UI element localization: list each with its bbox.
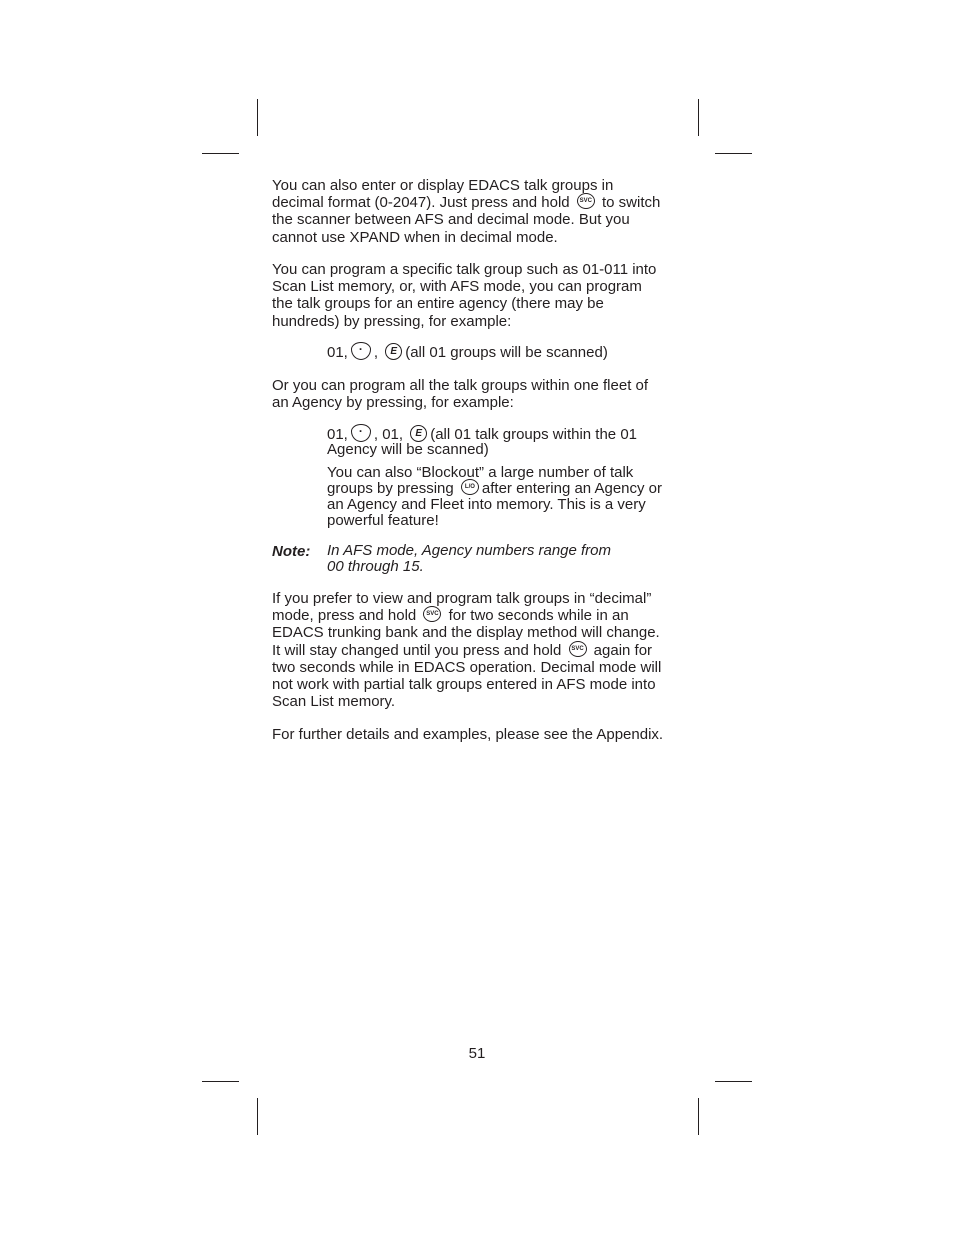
crop-mark (715, 153, 752, 154)
text-segment: to switch (597, 194, 661, 212)
text-line (272, 676, 661, 693)
period-key-icon: · (351, 424, 371, 442)
text-segment: You can program a specific talk group such as 01-011 into (272, 261, 657, 278)
text-line (327, 465, 662, 481)
crop-mark (257, 1098, 258, 1135)
text-segment: an Agency and Fleet into memory. This is a very (327, 496, 646, 513)
text-segment: the scanner between AFS and decimal mode. But you (272, 211, 630, 229)
text-line (272, 607, 661, 624)
lockout-key-icon: L/O (461, 479, 479, 495)
text-line (327, 426, 637, 442)
text-segment: , 01, (373, 425, 408, 443)
text-segment: two seconds while in EDACS operation. Decimal mode will (272, 658, 662, 676)
text-segment: again for (589, 641, 653, 659)
text-segment: for two seconds while in an (444, 607, 629, 625)
text-line (327, 442, 637, 458)
paragraph-decimal-mode (272, 590, 661, 710)
text-line (272, 278, 656, 295)
crop-mark (202, 1081, 239, 1082)
text-segment: It will stay changed until you press and hold (272, 641, 566, 659)
svc-key-icon: SVC (577, 193, 595, 209)
text-line (272, 693, 661, 710)
text-segment: Scan List memory. (272, 693, 396, 711)
text-line (272, 642, 661, 659)
text-line (272, 229, 660, 246)
crop-mark (715, 1081, 752, 1082)
text-segment: Scan List memory, or, with AFS mode, you can program (272, 278, 642, 296)
text-segment: If you prefer to view and program talk groups in “decimal” (272, 590, 652, 607)
text-segment: (all 01 groups will be scanned) (405, 344, 608, 361)
text-line (327, 543, 611, 559)
paragraph-program-talk-group (272, 261, 656, 330)
example-agency (327, 344, 608, 361)
text-segment: You can also enter or display EDACS talk groups in (272, 177, 614, 194)
paragraph-decimal-format (272, 177, 660, 246)
text-line (327, 481, 662, 497)
text-segment: Agency will be scanned) (327, 441, 489, 458)
text-segment: hundreds) by pressing, for example: (272, 312, 512, 330)
text-line (272, 211, 660, 228)
text-segment: In AFS mode, Agency numbers range from (327, 542, 612, 559)
svc-key-icon: SVC (423, 606, 441, 622)
text-line (272, 394, 648, 411)
text-segment: after entering an Agency or (481, 480, 663, 497)
text-segment: powerful feature! (327, 512, 439, 529)
e-key-icon: E (410, 425, 427, 442)
text-segment: EDACS trunking bank and the display method will change. (272, 624, 660, 642)
text-segment: (all 01 talk groups within the 01 (430, 425, 638, 443)
note-label: Note: (272, 543, 311, 560)
text-line (272, 194, 660, 211)
crop-mark (202, 153, 239, 154)
text-segment: Or you can program all the talk groups within one fleet of (272, 377, 649, 394)
paragraph-appendix (272, 726, 663, 743)
text-line (327, 513, 662, 529)
paragraph-blockout (327, 465, 662, 529)
example-fleet (327, 426, 637, 458)
text-line (272, 177, 660, 194)
text-line (272, 295, 656, 312)
text-segment: 00 through 15. (327, 557, 424, 575)
text-line (327, 344, 608, 361)
text-segment: cannot use XPAND when in decimal mode. (272, 228, 558, 246)
page-number: 51 (468, 1045, 486, 1062)
text-segment: decimal format (0-2047). Just press and hold (272, 194, 574, 212)
text-line (272, 726, 663, 743)
text-line (272, 624, 661, 641)
text-line (327, 559, 611, 575)
e-key-icon: E (385, 343, 402, 360)
text-segment: 01, (327, 344, 348, 361)
period-key-icon: · (351, 342, 371, 360)
text-line (272, 659, 661, 676)
text-line (272, 590, 661, 607)
note-text (327, 543, 611, 574)
crop-mark (698, 1098, 699, 1135)
text-segment: For further details and examples, please see the Appendix. (272, 726, 664, 743)
text-segment: , (373, 344, 383, 361)
text-segment: groups by pressing (327, 480, 458, 497)
paragraph-fleet (272, 377, 648, 411)
text-segment: You can also “Blockout” a large number of talk (327, 464, 634, 481)
text-segment: an Agency by pressing, for example: (272, 394, 514, 412)
text-line (327, 497, 662, 513)
svc-key-icon: SVC (569, 641, 587, 657)
crop-mark (257, 99, 258, 136)
text-segment: mode, press and hold (272, 607, 421, 625)
text-line (272, 313, 656, 330)
text-line (272, 377, 648, 394)
text-segment: 01, (327, 425, 348, 443)
text-line (272, 261, 656, 278)
text-segment: not work with partial talk groups entered in AFS mode into (272, 675, 656, 693)
text-segment: the talk groups for an entire agency (there may be (272, 295, 604, 313)
crop-mark (698, 99, 699, 136)
